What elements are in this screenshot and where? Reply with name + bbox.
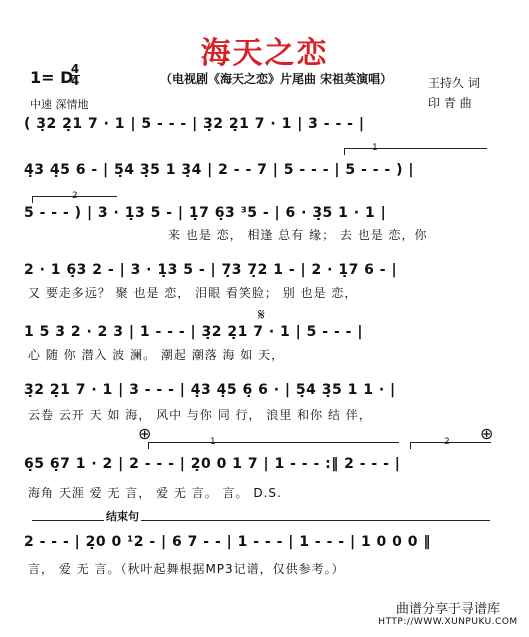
time-signature-top: 4: [70, 62, 80, 76]
composer-credit: 印 青 曲: [428, 96, 472, 110]
ending-label: 结束句: [106, 510, 139, 523]
score-row-8-lyrics: 言， 爱 无 言。（秋叶起舞根据MP3记谱，仅供参考。）: [28, 562, 345, 576]
footer-watermark: [378, 598, 518, 627]
score-row-4-notes: 2 · 1 6̣3 2 - | 3 · 1̣3 5 - | 7̣3 7̣2 1 - | 2 · 1̣7 6 - |: [24, 262, 398, 278]
volta-number-1: 1: [372, 143, 378, 153]
segno-sign: 𝄋: [258, 305, 265, 324]
score-row-8-notes: 2 - - - | 2̣0 0 ¹2 - | 6 7 - - | 1 - - - | 1 - - - | 1 0 0 0 ‖: [24, 534, 431, 550]
footer-line-2: HTTP://WWW.XUNPUKU.COM: [378, 617, 518, 627]
coda-sign-right: ⊕: [480, 424, 494, 443]
score-row-4-lyrics: 又 要走多远？ 聚 也是 恋， 泪眼 看笑脸； 别 也是 恋，: [28, 286, 358, 300]
key-signature: 1= D: [30, 68, 74, 87]
volta-bracket-4: [410, 442, 491, 449]
footer-line-1: 曲谱分享于寻谱库: [395, 602, 500, 617]
score-row-7-lyrics: 海角 天涯 爱 无 言， 爱 无 言。 言。 D.S.: [28, 486, 282, 500]
score-row-3-lyrics: 来 也是 恋， 相逢 总有 缘； 去 也是 恋，你: [168, 228, 428, 242]
volta-bracket-3: [148, 442, 399, 449]
song-title: 海天之恋: [200, 36, 329, 71]
volta-number-3: 1: [210, 437, 216, 447]
ending-bracket: [32, 520, 490, 527]
score-row-6-lyrics: 云卷 云开 天 如 海， 风中 与你 同 行， 浪里 和你 结 伴，: [28, 408, 372, 422]
subtitle: （电视剧《海天之恋》片尾曲 宋祖英演唱）: [160, 72, 393, 86]
score-row-6-notes: 3̣2 2̣1 7 · 1 | 3 - - - | 4̣3 4̣5 6̣ 6 · | 5̣4 3̣5 1 1 · |: [24, 382, 396, 398]
score-row-1-notes: ( 3̣2 2̣1 7 · 1 | 5 - - - | 3̣2 2̣1 7 · 1 | 3 - - - |: [24, 116, 365, 132]
score-row-5-lyrics: 心 随 你 潜入 波 澜。 潮起 潮落 海 如 天，: [28, 348, 285, 362]
score-row-3-notes: 5 - - - ) | 3 · 1̣3 5 - | 1̣7 6̣3 ³5 - | 6 · 3̣5 1 · 1 |: [24, 205, 387, 221]
score-row-7-notes: 6̣5 6̣7 1 · 2 | 2 - - - | 2̣0 0 1 7 | 1 - - - :‖ 2 - - - |: [24, 456, 401, 472]
volta-number-4: 2: [444, 437, 450, 447]
volta-bracket-1: [344, 148, 487, 155]
time-signature: [70, 64, 80, 87]
coda-sign-left: ⊕: [138, 424, 152, 443]
score-row-2-notes: 4̣3 4̣5 6 - | 5̣4 3̣5 1 3̣4 | 2 - - 7 | 5 - - - | 5 - - - ) |: [24, 162, 414, 178]
lyricist-credit: 王持久 词: [428, 76, 480, 90]
volta-number-2: 2: [72, 191, 78, 201]
time-signature-bottom: 4: [70, 74, 80, 88]
tempo-marking: 中速 深情地: [30, 98, 89, 111]
score-row-5-notes: 1 5 3 2 · 2 3 | 1 - - - | 3̣2 2̣1 7 · 1 | 5 - - - |: [24, 324, 363, 340]
